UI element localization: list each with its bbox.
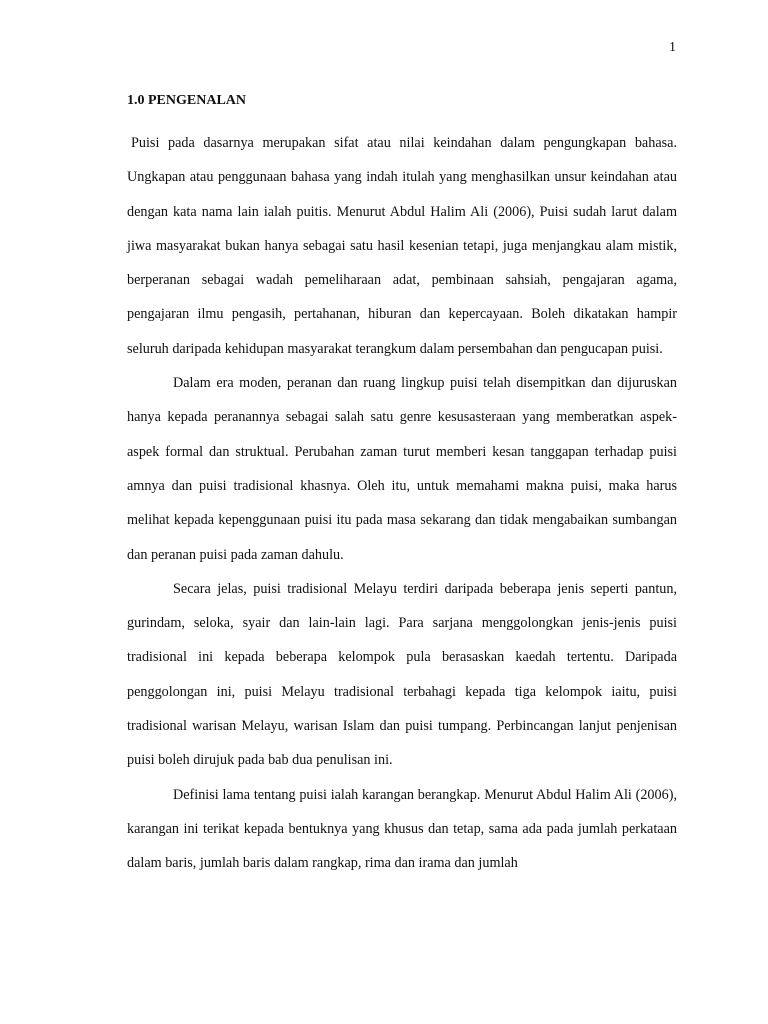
paragraph-definition: Definisi lama tentang puisi ialah karangan berangkap. Menurut Abdul Halim Ali (2006), karangan ini terikat kepada bentuknya yang khusus dan tetap, sama ada pada jumlah perkataan dalam baris, jumlah baris dalam rangkap, rima dan irama dan jumlah [127,786,677,872]
page-number: 1 [669,40,676,55]
paragraph-traditional-types: Secara jelas, puisi tradisional Melayu terdiri daripada beberapa jenis seperti pantun, gurindam, seloka, syair dan lain-lain lagi. Para sarjana menggolongkan jenis-jenis puisi tradisional ini kepada beberapa kelompok pula berasaskan kaedah tertentu. Daripada penggolongan ini, puisi Melayu tradisional terbahagi kepada tiga kelompok iaitu, puisi tradisional warisan Melayu, warisan Islam dan puisi tumpang. Perbincangan lanjut penjenisan puisi boleh dirujuk pada bab dua penulisan ini. [127,580,677,769]
document-body [127,90,677,881]
section-heading: 1.0 PENGENALAN [127,93,247,108]
paragraph-intro: Puisi pada dasarnya merupakan sifat atau nilai keindahan dalam pengungkapan bahasa. Ungkapan atau penggunaan bahasa yang indah itulah yang menghasilkan unsur keindahan atau dengan kata nama lain ialah puitis. Menurut Abdul Halim Ali (2006), Puisi sudah larut dalam jiwa masyarakat bukan hanya sebagai satu hasil kesenian tetapi, juga menjangkau alam mistik, berperanan sebagai wadah pemeliharaan adat, pembinaan sahsiah, pengajaran agama, pengajaran ilmu pengasih, pertahanan, hiburan dan kepercayaan. Boleh dikatakan hampir seluruh daripada kehidupan masyarakat terangkum dalam persembahan dan pengucapan puisi. [127,135,677,357]
paragraph-modern-era: Dalam era moden, peranan dan ruang lingkup puisi telah disempitkan dan dijuruskan hanya kepada peranannya sebagai salah satu genre kesusasteraan yang memberatkan aspek-aspek formal dan struktual. Perubahan zaman turut memberi kesan tanggapan terhadap puisi amnya dan puisi tradisional khasnya. Oleh itu, untuk memahami makna puisi, maka harus melihat kepada kepenggunaan puisi itu pada masa sekarang dan tidak mengabaikan sumbangan dan peranan puisi pada zaman dahulu. [127,375,677,563]
